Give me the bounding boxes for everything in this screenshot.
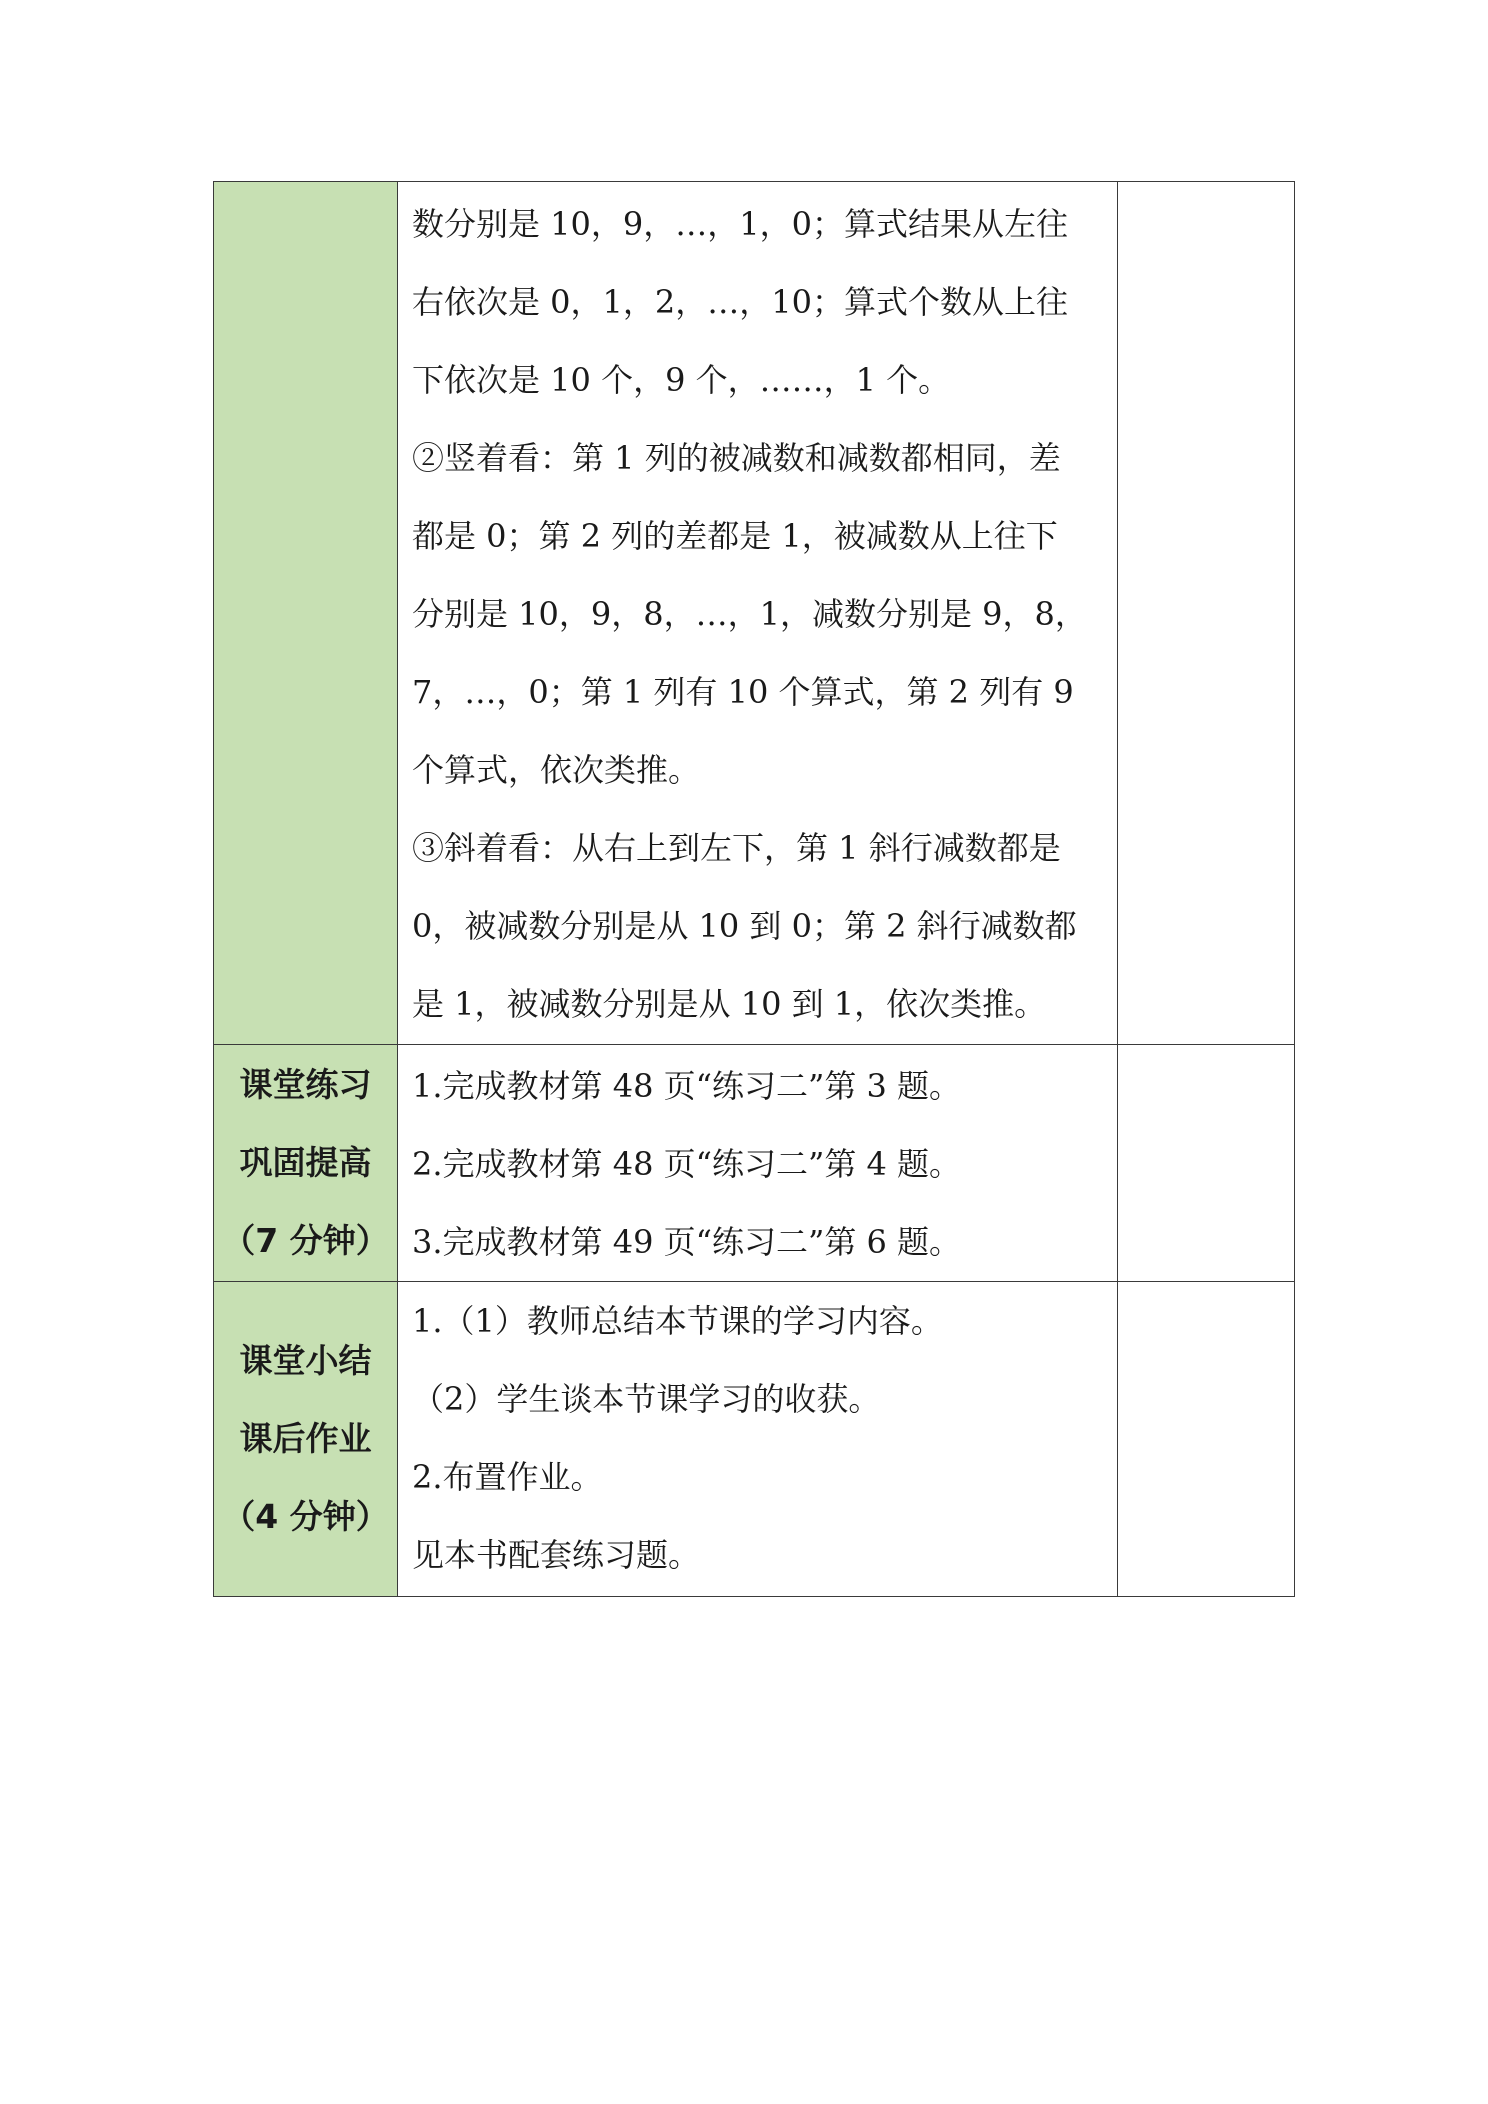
content-line: ②竖着看：第 1 列的被减数和减数都相同，差 bbox=[412, 439, 1061, 477]
content-line: 3.完成教材第 49 页“练习二”第 6 题。 bbox=[412, 1223, 962, 1261]
table-row-practice bbox=[214, 1045, 1295, 1282]
content-line: ③斜着看：从右上到左下，第 1 斜行减数都是 bbox=[412, 829, 1061, 867]
content-line: 分别是 10，9，8，…，1，减数分别是 9，8， bbox=[412, 595, 1087, 633]
content-line: （2）学生谈本节课学习的收获。 bbox=[412, 1380, 881, 1418]
table-row-summary bbox=[214, 1282, 1295, 1597]
content-line: 0，被减数分别是从 10 到 0；第 2 斜行减数都 bbox=[412, 907, 1077, 945]
section-content-cell bbox=[398, 1045, 1118, 1282]
section-label-line: 课堂小结 bbox=[239, 1341, 372, 1380]
lesson-plan-table bbox=[213, 181, 1295, 1597]
content-line: 数分别是 10，9，…，1，0；算式结果从左往 bbox=[412, 205, 1068, 243]
content-line: 右依次是 0，1，2，…，10；算式个数从上往 bbox=[412, 283, 1068, 321]
notes-cell bbox=[1118, 1045, 1295, 1282]
content-line: 7，…，0；第 1 列有 10 个算式，第 2 列有 9 bbox=[412, 673, 1074, 711]
notes-cell bbox=[1118, 1282, 1295, 1597]
section-label-line: 课后作业 bbox=[239, 1419, 372, 1458]
content-line: 个算式，依次类推。 bbox=[412, 751, 701, 789]
section-label-line: 课堂练习 bbox=[239, 1065, 372, 1104]
content-line: 下依次是 10 个，9 个，……，1 个。 bbox=[412, 361, 951, 399]
content-line: 2.完成教材第 48 页“练习二”第 4 题。 bbox=[412, 1145, 962, 1183]
content-line: 是 1，被减数分别是从 10 到 1，依次类推。 bbox=[412, 985, 1047, 1023]
content-line: 1.（1）教师总结本节课的学习内容。 bbox=[412, 1302, 943, 1340]
content-line: 见本书配套练习题。 bbox=[412, 1536, 701, 1574]
section-label-cell bbox=[214, 1282, 398, 1597]
section-label-cell bbox=[214, 1045, 398, 1282]
section-label-duration: （4 分钟） bbox=[222, 1497, 389, 1536]
notes-cell bbox=[1118, 182, 1295, 1045]
section-label-line: 巩固提高 bbox=[239, 1143, 372, 1182]
section-content-cell bbox=[398, 1282, 1118, 1597]
content-line: 都是 0；第 2 列的差都是 1，被减数从上往下 bbox=[412, 517, 1058, 555]
content-line: 2.布置作业。 bbox=[412, 1458, 603, 1496]
table-row-observation bbox=[214, 182, 1295, 1045]
content-line: 1.完成教材第 48 页“练习二”第 3 题。 bbox=[412, 1067, 962, 1105]
section-label-duration: （7 分钟） bbox=[222, 1221, 389, 1260]
section-content-cell bbox=[398, 182, 1118, 1045]
section-label-cell bbox=[214, 182, 398, 1045]
